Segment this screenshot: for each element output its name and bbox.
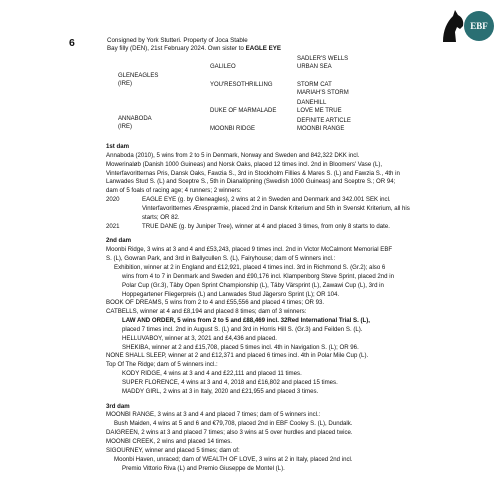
pedigree-sire-dam: YOU'RESOTHRILLING <box>210 82 273 88</box>
progeny-line: EAGLE EYE (g. by Gleneagles), 2 wins at 2 in Sweden and Denmark and 342.001 SEK incl. <box>142 196 391 204</box>
lot-number: 6 <box>69 37 75 49</box>
produce-line: Top Of The Ridge; dam of 5 winners incl.: <box>106 361 218 369</box>
pedigree-dsd: LOVE ME TRUE <box>297 108 342 114</box>
logo-text: EBF <box>470 21 488 31</box>
first-dam-line: Vinterfavoritternas Pris, Dansk Oaks, Fawzia S., 3rd in Stockholm Fillies & Mares S. (L) and Fawzia S., 4th in <box>106 169 400 177</box>
description-line: Bay filly (DEN), 21st February 2024. Own sister to EAGLE EYE <box>107 45 282 53</box>
produce-line: CATBELLS, winner at 4 and £8,194 and placed 8 times; dam of 3 winners: <box>106 308 307 316</box>
consignment-info <box>107 37 427 53</box>
produce-line: SHEKIBA, winner at 2 and £15,708, placed 5 times incl. 4th in Navigation S. (L); OR 96. <box>122 343 359 351</box>
produce-line: Hoppegartener Fliegerpreis (L) and Lanwades Stud Jägersro Sprint (L); OR 104. <box>122 290 340 298</box>
second-dam-line: Moonbi Ridge, 3 wins at 3 and 4 and £53,243, placed 9 times incl. 2nd in Victor McCalmont Memorial EBF <box>106 246 393 254</box>
pedigree-dam-dam: MOONBI RIDGE <box>210 126 256 132</box>
progeny-line: Vinterfavoritternes Ærespræmie, placed 2nd in Dansk Kriterium and 5th in Svenskt Kriterium, all his <box>142 204 410 212</box>
produce-line: SIGOURNEY, winner and placed 5 times; dam of: <box>106 446 240 454</box>
produce-line: MADDY GIRL, 2 wins at 3 in Italy, 2020 and £21,955 and placed 3 times. <box>122 387 319 395</box>
pedigree-sds: STORM CAT <box>297 82 332 88</box>
progeny-entry <box>106 196 486 205</box>
produce-line: HELLUVABOY, winner at 3, 2021 and £4,436 and placed. <box>122 334 277 342</box>
pedigree-dss: DANEHILL <box>297 100 327 106</box>
produce-line: Polar Cup (Gr.3), Täby Open Sprint Championship (L), Täby Värsprint (L), Zawawi Cup (L), 3rd in <box>122 281 384 289</box>
pedigree-sire: GLENEAGLES (IRE) <box>118 73 159 87</box>
progeny-year: 2020 <box>106 196 120 204</box>
produce-line: SUPER FLORENCE, 4 wins at 3 and 4, 2018 and £16,802 and placed 15 times. <box>122 378 338 386</box>
produce-line: placed 7 times incl. 2nd in August S. (L) and 3rd in Horris Hill S. (Gr.3) and Feilden S. (L). <box>122 325 363 333</box>
produce-line: Premio Vittorio Riva (L) and Premio Giuseppe de Montel (L). <box>122 464 285 472</box>
first-dam-line: Annaboda (2010), 5 wins from 2 to 5 in Denmark, Norway and Sweden and 842,322 DKK incl. <box>106 151 360 159</box>
pedigree-ssd: URBAN SEA <box>297 64 332 70</box>
pedigree-dds: DEFINITE ARTICLE <box>297 118 351 124</box>
produce-line: DAIGREEN, 2 wins at 3 and placed 7 times; also 3 wins at 5 over hurdles and placed twice. <box>106 429 353 437</box>
produce-line: BOOK OF DREAMS, 5 wins from 2 to 4 and £55,556 and placed 4 times; OR 93. <box>106 299 325 307</box>
first-dam-heading: 1st dam <box>106 143 130 150</box>
produce-line: LAW AND ORDER, 5 wins from 2 to 5 and £88,469 incl. 32Red International Trial S. (L), <box>122 317 370 325</box>
produce-line: Exhibition, winner at 2 in England and £12,921, placed 4 times incl. 3rd in Richmond S. (Gr.2); also 6 <box>114 263 386 271</box>
third-dam-line: MOONBI RANGE, 3 wins at 3 and 4 and placed 7 times; dam of 5 winners incl.: <box>106 411 321 419</box>
progeny-line: TRUE DANE (g. by Juniper Tree), winner at 4 and placed 3 times, from only 8 starts to date. <box>142 222 390 230</box>
pedigree-dam: ANNABODA (IRE) <box>118 116 152 130</box>
first-dam-line: Mowerinaløb (Danish 1000 Guineas) and Norsk Oaks, placed 12 times incl. 2nd in Bloomers' Vase (L), <box>106 160 383 168</box>
pedigree-sire-sire: GALILEO <box>210 64 236 70</box>
second-dam-heading: 2nd dam <box>106 237 132 245</box>
second-dam-line: S. (L), Gowran Park, and 3rd in Ballycullen S. (L), Fairyhouse; dam of 5 winners incl.: <box>106 255 336 263</box>
first-dam-line: Lanwades Stud S. (L) and Sceptre S., 5th in Dianalöpning (Swedish 1000 Guineas) and Sceptre S.; OR 94; <box>106 178 396 186</box>
ebf-logo <box>441 8 495 44</box>
produce-line: KODY RIDGE, 4 wins at 3 and 4 and £22,111 and placed 11 times. <box>122 370 302 378</box>
consigned-line: Consigned by York Stutteri. Property of Joca Stable <box>107 37 248 44</box>
pedigree-sss: SADLER'S WELLS <box>297 56 349 62</box>
pedigree-ddd: MOONBI RANGE <box>297 126 345 132</box>
own-sister-to: EAGLE EYE <box>245 45 282 53</box>
progeny-year: 2021 <box>106 222 120 230</box>
produce-line: Bush Maiden, 4 wins at 5 and 6 and €79,708, placed 2nd in EBF Cooley S. (L), Dundalk. <box>114 420 353 428</box>
first-dam-line: dam of 5 foals of racing age; 4 runners; 2 winners: <box>106 187 242 195</box>
horse-head-icon <box>443 10 463 42</box>
progeny-line: starts; OR 82. <box>142 213 180 221</box>
pedigree-dam-sire: DUKE OF MARMALADE <box>210 108 277 114</box>
progeny-entry <box>106 223 486 232</box>
produce-line: MOONBI CREEK, 2 wins and placed 14 times. <box>106 438 232 445</box>
produce-line: wins from 4 to 7 in Denmark and Sweden and £90,176 incl. Klampenborg Steve Sprint, placed 2nd in <box>122 272 395 280</box>
produce-line: Moonbi Haven, unraced; dam of WEALTH OF LOVE, 3 wins at 2 in Italy, placed 2nd incl. <box>114 455 353 463</box>
pedigree-sdd: MARIAH'S STORM <box>297 90 349 96</box>
third-dam-heading: 3rd dam <box>106 402 130 410</box>
lot-body <box>106 143 486 473</box>
produce-line: NONE SHALL SLEEP, winner at 2 and £12,371 and placed 6 times incl. 4th in Polar Mile Cup (L). <box>106 352 369 360</box>
